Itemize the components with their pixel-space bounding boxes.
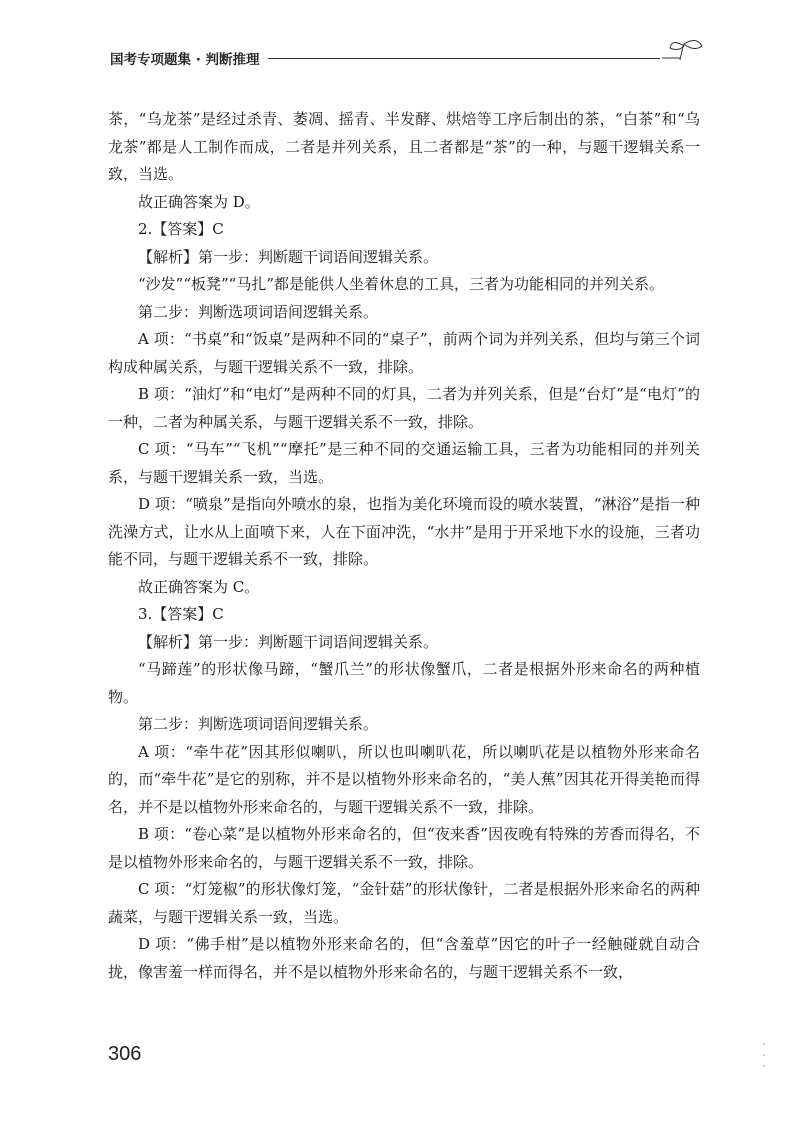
paragraph: 故正确答案为 D。 [138, 192, 260, 211]
paragraph: 2.【答案】C [138, 220, 224, 238]
paragraph: D 项：“佛手柑”是以植物外形来命名的，但“含羞草”因它的叶子一经触碰就自动合拢，像害羞一样而得名，并不是以植物外形来命名的，与题干逻辑关系不一致， [108, 935, 700, 981]
paragraph: 【解析】第一步：判断题干词语间逻辑关系。 [138, 632, 439, 651]
paragraph: 第二步：判断选项词语间逻辑关系。 [138, 715, 379, 733]
paragraph: 故正确答案为 C。 [138, 577, 260, 596]
paragraph: “马蹄莲”的形状像马蹄，“蟹爪兰”的形状像蟹爪，二者是根据外形来命名的两种植物。 [108, 660, 700, 706]
paragraph: C 项：“灯笼椒”的形状像灯笼，“金针菇”的形状像针，二者是根据外形来命名的两种蔬菜，与题干逻辑关系一致，当选。 [108, 880, 700, 926]
header-rule [268, 58, 660, 59]
paragraph: D 项：“喷泉”是指向外喷水的泉，也指为美化环境而设的喷水装置，“淋浴”是指一种洗澡方式，让水从上面喷下来，人在下面冲洗，“水井”是用于开采地下水的设施，三者功能不同，与题干逻辑关系不一致，排除。 [108, 495, 700, 568]
sprout-icon [658, 38, 708, 68]
margin-marks [758, 1040, 770, 1070]
body-text [108, 106, 700, 986]
paragraph: C 项：“马车”“飞机”“摩托”是三种不同的交通运输工具，三者为功能相同的并列关系，与题干逻辑关系一致，当选。 [108, 440, 700, 486]
paragraph: 3.【答案】C [138, 605, 224, 623]
running-header [110, 44, 710, 72]
paragraph: A 项：“牵牛花”因其形似喇叭，所以也叫喇叭花，所以喇叭花是以植物外形来命名的，而“牵牛花”是它的别称，并不是以植物外形来命名的，“美人蕉”因其花开得美艳而得名，并不是以植物外形来命名的，与题干逻辑关系不一致，排除。 [108, 742, 700, 816]
paragraph: 【解析】第一步：判断题干词语间逻辑关系。 [138, 247, 439, 266]
paragraph: B 项：“油灯”和“电灯”是两种不同的灯具，二者为并列关系，但是“台灯”是“电灯”的一种，二者为种属关系，与题干逻辑关系不一致，排除。 [108, 385, 700, 431]
paragraph: B 项：“卷心菜”是以植物外形来命名的，但“夜来香”因夜晚有特殊的芳香而得名，不是以植物外形来命名的，与题干逻辑关系不一致，排除。 [108, 825, 700, 871]
header-title: 国考专项题集 · 判断推理 [110, 52, 260, 68]
page-number: 306 [108, 1043, 142, 1065]
paragraph: “沙发”“板凳”“马扎”都是能供人坐着休息的工具，三者为功能相同的并列关系。 [138, 275, 665, 293]
paragraph: A 项：“书桌”和“饭桌”是两种不同的“桌子”，前两个词为并列关系，但均与第三个词构成种属关系，与题干逻辑关系不一致，排除。 [108, 330, 700, 376]
paragraph: 茶，“乌龙茶”是经过杀青、萎凋、摇青、半发酵、烘焙等工序后制出的茶，“白茶”和“乌龙茶”都是人工制作而成，二者是并列关系，且二者都是“茶”的一种，与题干逻辑关系一致，当选。 [108, 110, 700, 183]
paragraph: 第二步：判断选项词语间逻辑关系。 [138, 302, 379, 321]
